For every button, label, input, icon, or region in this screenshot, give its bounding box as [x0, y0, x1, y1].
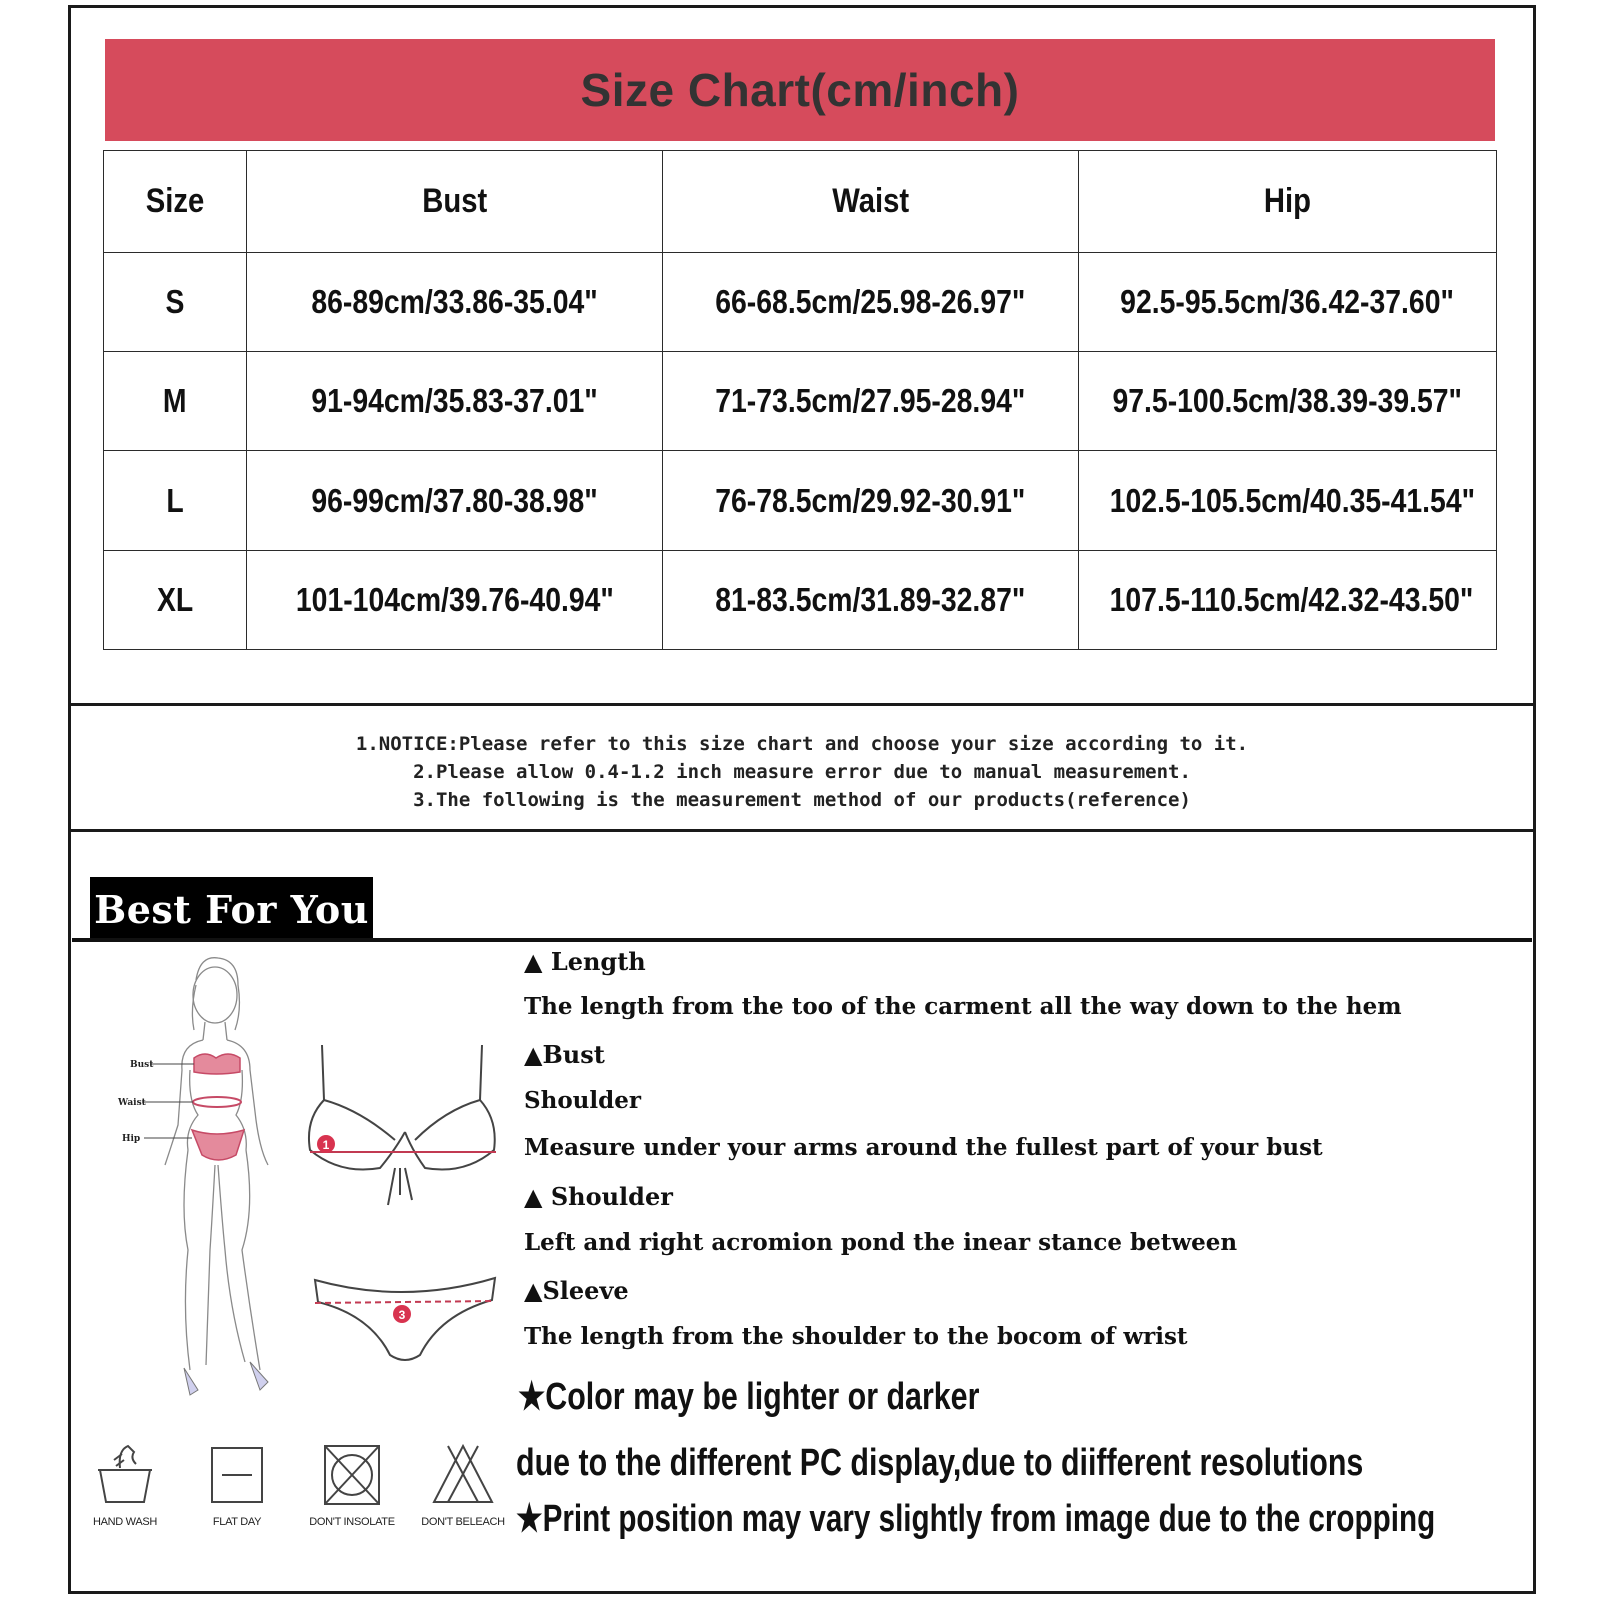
page-title: Size Chart(cm/inch) — [580, 64, 1020, 116]
bust-cell: 96-99cm/37.80-38.98" — [247, 451, 663, 550]
flat-dry-icon — [202, 1440, 272, 1510]
size-table — [103, 150, 1497, 650]
color-note: ★Color may be lighter or darker — [518, 1376, 980, 1418]
care-label: FLAT DAY — [212, 1516, 262, 1528]
hip-cell: 92.5-95.5cm/36.42-37.60" — [1079, 252, 1497, 351]
size-cell: L — [104, 451, 247, 550]
waist-cell: 81-83.5cm/31.89-32.87" — [663, 550, 1079, 649]
column-header: Hip — [1079, 151, 1497, 253]
do-not-tumble-icon — [317, 1440, 387, 1510]
column-header: Waist — [663, 151, 1079, 253]
section-divider — [68, 829, 1536, 832]
display-note: due to the different PC display,due to diifferent resolutions — [516, 1442, 1364, 1484]
notice-line: 2.Please allow 0.4-1.2 inch measure error due to manual measurement. — [413, 761, 1191, 783]
size-chart-header — [105, 39, 1495, 141]
hip-cell: 102.5-105.5cm/40.35-41.54" — [1079, 451, 1497, 550]
bust-cell: 86-89cm/33.86-35.04" — [247, 252, 663, 351]
notice-block — [70, 730, 1534, 814]
bust-label: Bust — [130, 1060, 154, 1070]
hip-cell: 97.5-100.5cm/38.39-39.57" — [1079, 352, 1497, 451]
care-item — [408, 1440, 518, 1528]
panty-sketch-illustration — [310, 1270, 500, 1365]
method-desc-length: The length from the too of the carment all the way down to the hem — [524, 993, 1402, 1020]
notice-line: 3.The following is the measurement method of our products(reference) — [413, 789, 1191, 811]
column-header: Bust — [247, 151, 663, 253]
best-for-you-rule — [72, 938, 1532, 942]
table-row — [104, 451, 1497, 550]
waist-label: Waist — [118, 1098, 146, 1108]
method-desc-shoulder: Left and right acromion pond the inear stance between — [524, 1229, 1238, 1256]
method-desc-shoulder-note: Shoulder — [524, 1087, 641, 1114]
hip-label: Hip — [122, 1134, 141, 1144]
do-not-bleach-icon — [428, 1440, 498, 1510]
waist-cell: 76-78.5cm/29.92-30.91" — [663, 451, 1079, 550]
method-title-length: ▲ Length — [524, 947, 646, 976]
section-divider — [68, 703, 1536, 706]
bra-sketch-illustration — [300, 1040, 510, 1220]
bust-cell: 91-94cm/35.83-37.01" — [247, 352, 663, 451]
care-item — [182, 1440, 292, 1528]
waist-cell: 66-68.5cm/25.98-26.97" — [663, 252, 1079, 351]
print-note: ★Print position may vary slightly from image due to the cropping — [516, 1498, 1436, 1540]
waist-cell: 71-73.5cm/27.95-28.94" — [663, 352, 1079, 451]
bust-cell: 101-104cm/39.76-40.94" — [247, 550, 663, 649]
hand-wash-icon — [90, 1440, 160, 1510]
table-row — [104, 550, 1497, 649]
size-cell: S — [104, 252, 247, 351]
notice-line: 1.NOTICE:Please refer to this size chart and choose your size according to it. — [355, 733, 1249, 755]
best-for-you-tab — [90, 877, 373, 941]
model-figure-illustration — [110, 950, 310, 1420]
table-row — [104, 352, 1497, 451]
care-item — [70, 1440, 180, 1528]
method-title-shoulder: ▲ Shoulder — [524, 1182, 673, 1211]
care-item — [297, 1440, 407, 1528]
best-for-you-label: Best For You — [94, 886, 369, 932]
table-row — [104, 252, 1497, 351]
table-header-row — [104, 151, 1497, 253]
size-cell: M — [104, 352, 247, 451]
care-label: DON'T INSOLATE — [309, 1516, 395, 1528]
column-header: Size — [104, 151, 247, 253]
hip-cell: 107.5-110.5cm/42.32-43.50" — [1079, 550, 1497, 649]
method-title-sleeve: ▲Sleeve — [524, 1276, 629, 1305]
method-title-bust: ▲Bust — [524, 1040, 605, 1069]
panty-marker-number: 3 — [398, 1308, 406, 1322]
size-cell: XL — [104, 550, 247, 649]
care-label: HAND WASH — [92, 1516, 158, 1528]
care-label: DON'T BELEACH — [421, 1516, 505, 1528]
method-desc-bust: Measure under your arms around the fullest part of your bust — [524, 1134, 1323, 1161]
bra-marker-number: 1 — [322, 1138, 330, 1152]
method-desc-sleeve: The length from the shoulder to the bocom of wrist — [524, 1323, 1188, 1350]
